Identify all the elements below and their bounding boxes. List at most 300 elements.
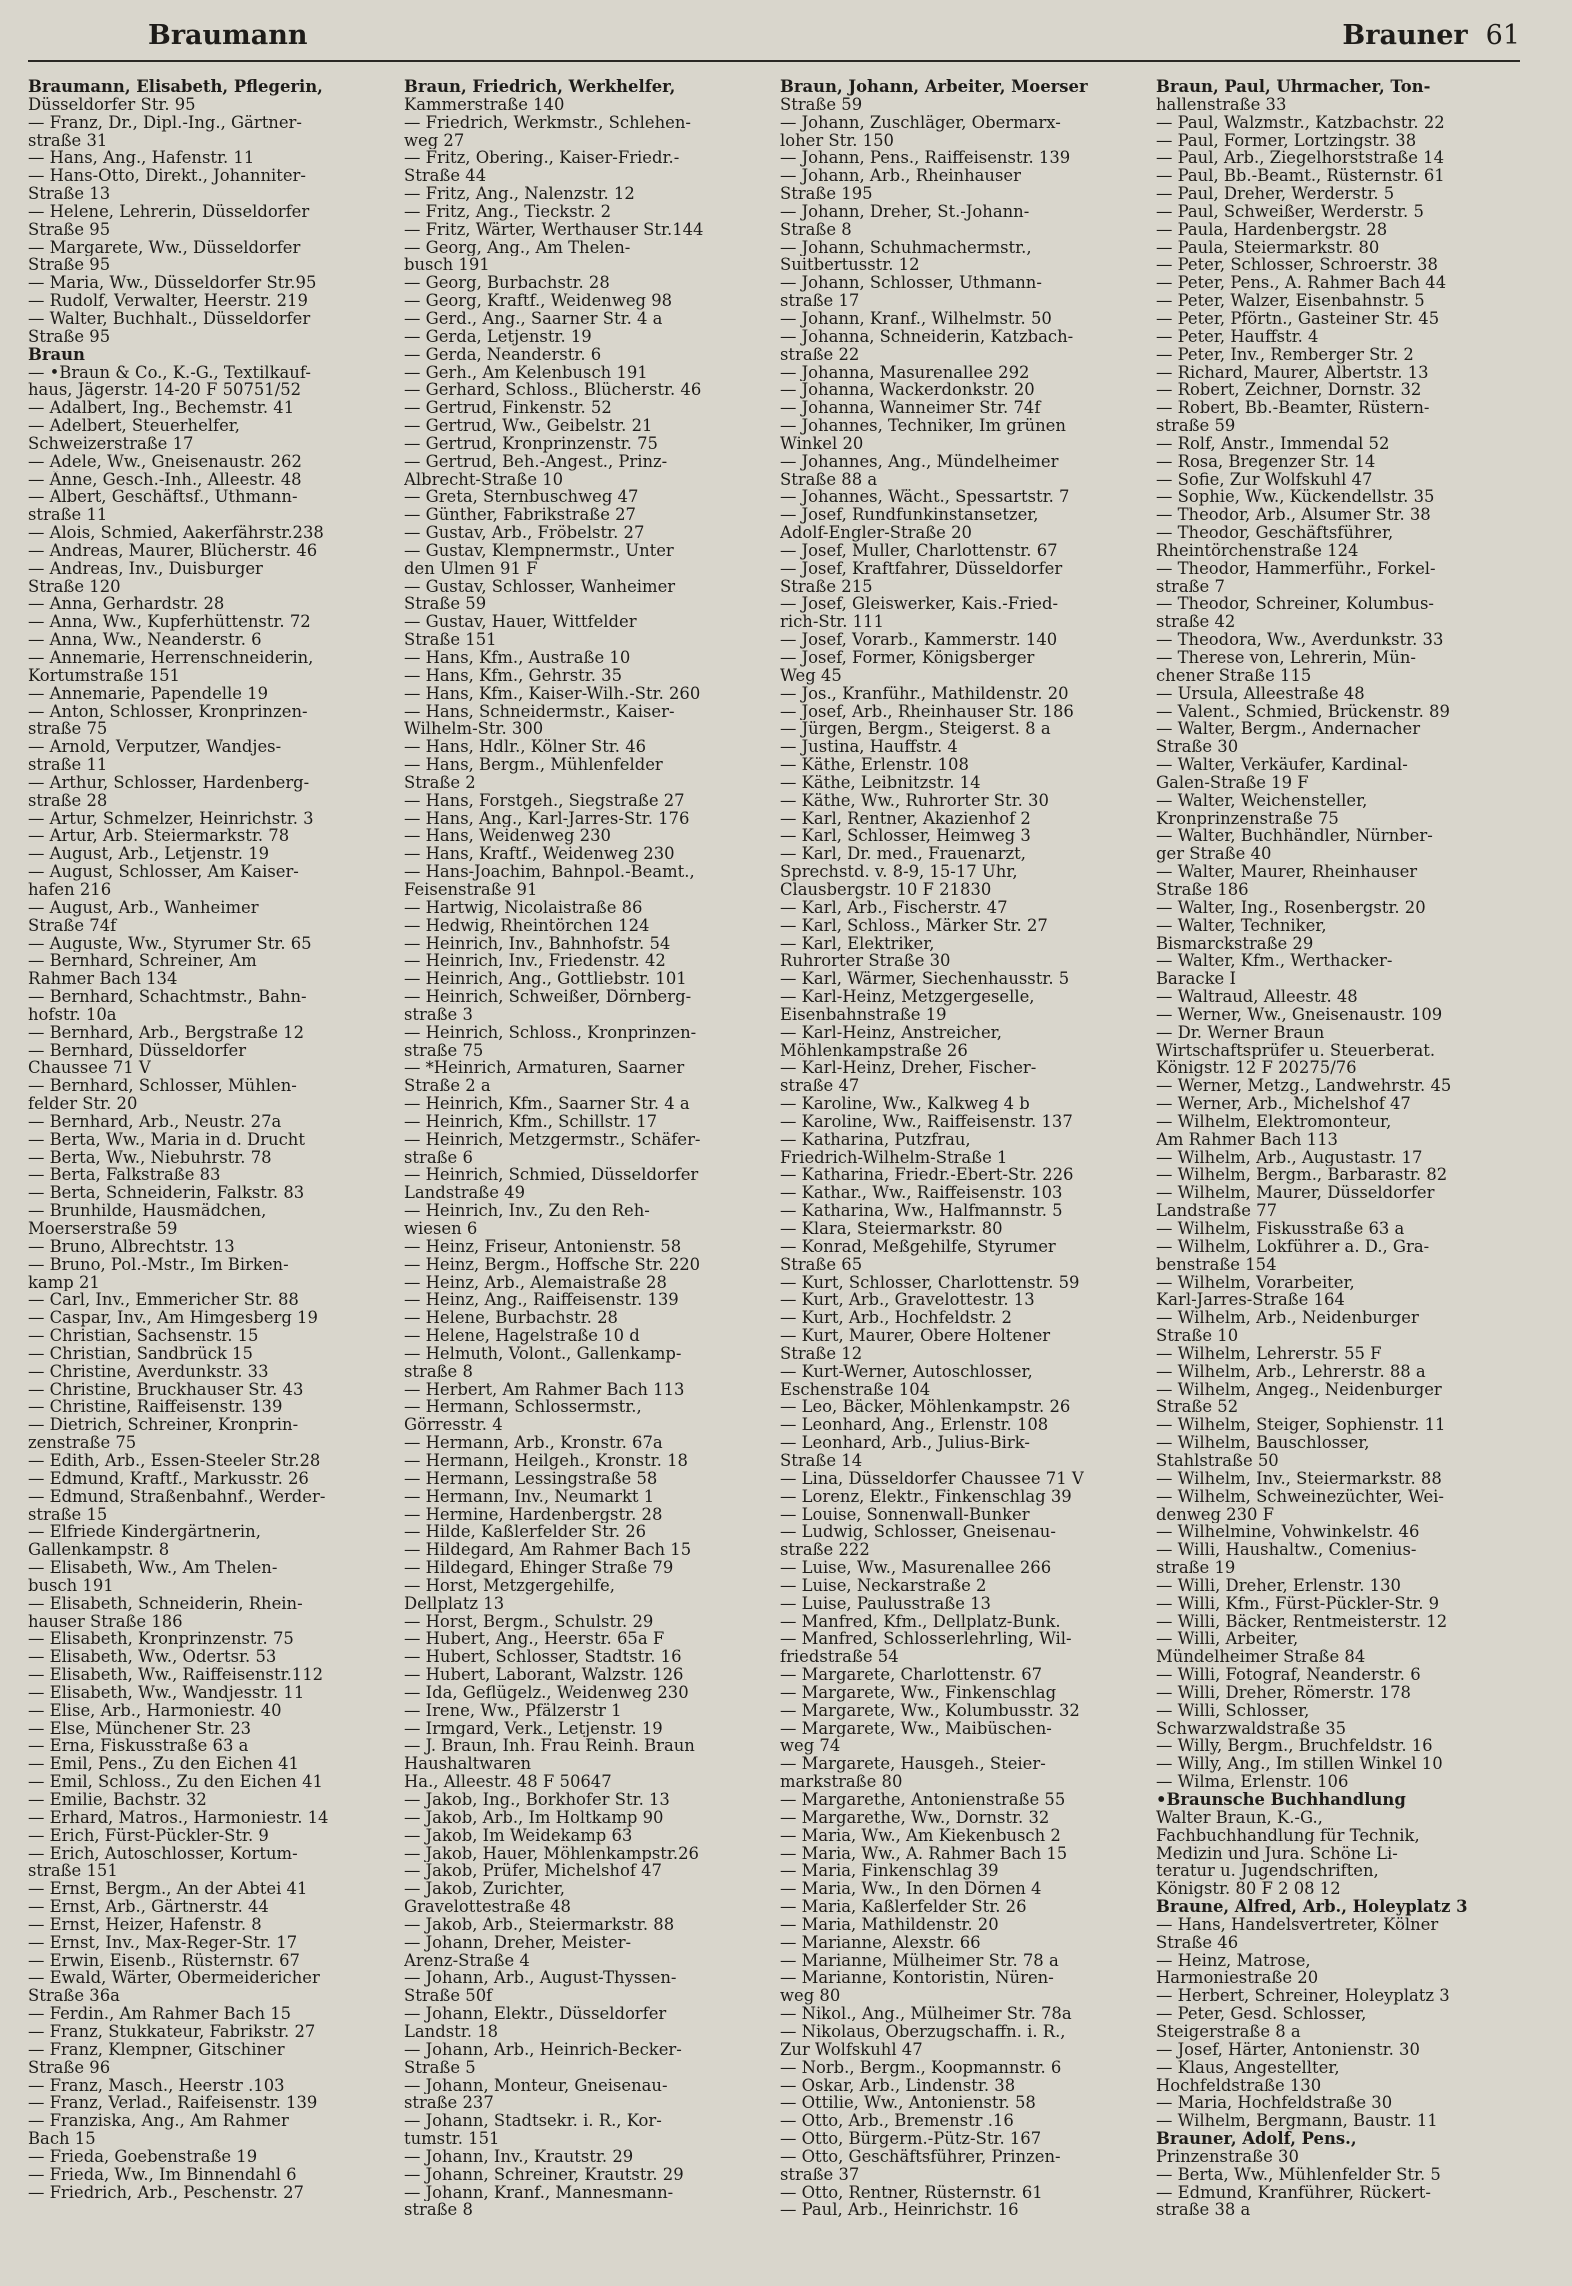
entry-line: markstraße 80 — [780, 1773, 903, 1791]
entry-line: — Gustav, Arb., Fröbelstr. 27 — [404, 524, 645, 542]
entry-line: — Maria, Ww., Am Kiekenbusch 2 — [780, 1826, 1061, 1845]
entry-line: — Erna, Fiskusstraße 63 a — [28, 1737, 249, 1756]
entry-line: Brauner, Adolf, Pens., — [1156, 2130, 1357, 2148]
entry-line: Braumann, Elisabeth, Pflegerin, — [28, 78, 323, 96]
entry-line: — Karl, Schlosser, Heimweg 3 — [780, 827, 1031, 846]
entry-line: — Georg, Ang., Am Thelen- — [404, 238, 631, 257]
entry-line: — Jakob, Arb., Im Holtkamp 90 — [404, 1808, 664, 1827]
entry-line: — Wilhelm, Lehrerstr. 55 F — [1156, 1344, 1382, 1363]
entry-line: — Therese von, Lehrerin, Mün- — [1156, 649, 1416, 667]
entry-line: — Georg, Burbachstr. 28 — [404, 274, 610, 293]
entry-line: — Sofie, Zur Wolfskuhl 47 — [1156, 470, 1373, 489]
entry-line: — Johann, Kranf., Wilhelmstr. 50 — [780, 309, 1052, 328]
entry-line: — Maria, Ww., A. Rahmer Bach 15 — [780, 1844, 1068, 1863]
entry-line: — Käthe, Leibnitzstr. 14 — [780, 773, 981, 792]
entry-line: — Robert, Bb.-Beamter, Rüstern- — [1156, 399, 1430, 418]
entry-line: Feisenstraße 91 — [404, 880, 538, 899]
entry-line: — Hermann, Heilgeh., Kronstr. 18 — [404, 1451, 688, 1470]
entry-line: chener Straße 115 — [1156, 666, 1312, 685]
entry-line: Ha., Alleestr. 48 F 50647 — [404, 1773, 612, 1791]
entry-line: — Hans-Joachim, Bahnpol.-Beamt., — [404, 863, 695, 881]
entry-line: Haushaltwaren — [404, 1755, 532, 1774]
entry-line: — Erich, Autoschlosser, Kortum- — [28, 1844, 298, 1863]
entry-line: — Heinrich, Ang., Gottliebstr. 101 — [404, 970, 687, 989]
entry-line: straße 31 — [28, 131, 108, 150]
entry-line: — Änne, Gesch.-Inh., Alleestr. 48 — [28, 470, 302, 489]
entry-line: — Ludwig, Schlosser, Gneisenau- — [780, 1523, 1056, 1542]
entry-line: Straße 151 — [404, 631, 497, 649]
entry-line: — Johannes, Ang., Mündelheimer — [780, 452, 1059, 471]
entry-line: — Brunhilde, Hausmädchen, — [28, 1202, 267, 1220]
entry-line: — Paul, Walzmstr., Katzbachstr. 22 — [1156, 113, 1445, 132]
entry-line: Möhlenkampstraße 26 — [780, 1041, 968, 1060]
entry-line: — Lina, Düsseldorfer Chaussee 71 V — [780, 1469, 1084, 1488]
entry-line: den Ulmen 91 F — [404, 559, 538, 578]
entry-line: — Fritz, Wärter, Werthauser Str.144 — [404, 220, 704, 239]
entry-line: — Carl, Inv., Emmericher Str. 88 — [28, 1291, 299, 1310]
entry-line: — Edmund, Straßenbahnf., Werder- — [28, 1487, 326, 1506]
entry-line: — Franz, Klempner, Gitschiner — [28, 2040, 285, 2059]
entry-line: teratur u. Jugendschriften, — [1156, 1862, 1379, 1881]
entry-line: Straße 95 — [28, 256, 111, 275]
entry-line: — Wilhelm, Bergmann, Baustr. 11 — [1156, 2112, 1438, 2131]
entry-line: — Johann, Elektr., Düsseldorfer — [404, 2005, 667, 2023]
entry-line: — Kurt, Arb., Hochfeldstr. 2 — [780, 1309, 1012, 1328]
entry-line: — Christian, Sandbrück 15 — [28, 1344, 253, 1363]
entry-line: — Wilhelmine, Vohwinkelstr. 46 — [1156, 1523, 1420, 1542]
entry-line: Landstr. 18 — [404, 2022, 499, 2041]
entry-line: — Willy, Ang., Im stillen Winkel 10 — [1156, 1755, 1443, 1774]
entry-line: — Louise, Sonnenwall-Bunker — [780, 1505, 1030, 1524]
entry-line: — Maria, Kaßlerfelder Str. 26 — [780, 1898, 1027, 1916]
entry-line: wiesen 6 — [404, 1220, 478, 1238]
entry-line: — Georg, Kraftf., Weidenweg 98 — [404, 292, 673, 310]
entry-line: kamp 21 — [28, 1273, 100, 1292]
entry-line: Straße 5 — [404, 2058, 476, 2077]
entry-line: — Katharina, Putzfrau, — [780, 1130, 971, 1149]
entry-line: straße 7 — [1156, 577, 1225, 596]
entry-line: — Theodora, Ww., Averdunkstr. 33 — [1156, 631, 1444, 649]
entry-line: busch 191 — [404, 256, 490, 275]
entry-line: Harmoniestraße 20 — [1156, 1969, 1319, 1988]
entry-line: — Gustav, Klempnermstr., Unter — [404, 541, 674, 560]
entry-line: — Kurt, Arb., Gravelottestr. 13 — [780, 1291, 1035, 1310]
entry-line: Gravelottestraße 48 — [404, 1898, 571, 1916]
entry-line: — Leonhard, Ang., Erlenstr. 108 — [780, 1416, 1049, 1435]
entry-line: — Hans, Schneidermstr., Kaiser- — [404, 702, 675, 721]
entry-line: — Elisabeth, Ww., Wandjesstr. 11 — [28, 1683, 305, 1702]
entry-line: — Jakob, Ing., Borkhofer Str. 13 — [404, 1791, 670, 1809]
entry-line: — Margarete, Charlottenstr. 67 — [780, 1666, 1043, 1684]
entry-line: — Andreas, Maurer, Blücherstr. 46 — [28, 541, 318, 560]
entry-line: — Wilma, Erlenstr. 106 — [1156, 1773, 1349, 1791]
entry-line: — Josef, Arb., Rheinhauser Str. 186 — [780, 702, 1074, 721]
entry-line: — Peter, Pförtn., Gasteiner Str. 45 — [1156, 309, 1440, 328]
entry-line: — Hubert, Ang., Heerstr. 65a F — [404, 1630, 665, 1649]
entry-line: zenstraße 75 — [28, 1434, 137, 1452]
entry-line: — Heinz, Friseur, Antonienstr. 58 — [404, 1237, 682, 1256]
entry-line: hofstr. 10a — [28, 1005, 117, 1024]
entry-line: — Willi, Arbeiter, — [1156, 1630, 1299, 1649]
entry-line: Straße 186 — [1156, 880, 1249, 899]
entry-line: — •Braun & Co., K.-G., Textilkauf- — [28, 363, 311, 382]
entry-line: Straße 88 a — [780, 470, 878, 489]
entry-line: straße 151 — [28, 1862, 118, 1881]
entry-line: weg 80 — [780, 1987, 841, 2006]
entry-line: — Wilhelm, Steiger, Sophienstr. 11 — [1156, 1416, 1446, 1435]
entry-line: — Marianne, Alexstr. 66 — [780, 1933, 981, 1952]
entry-line: — Elfriede Kindergärtnerin, — [28, 1523, 261, 1542]
entry-line: — Edmund, Kraftf., Markusstr. 26 — [28, 1469, 309, 1488]
entry-line: Straße 10 — [1156, 1327, 1239, 1345]
entry-line: — Hedwig, Rheintörchen 124 — [404, 916, 650, 935]
entry-line: Straße 95 — [28, 220, 111, 239]
entry-line: — Theodor, Arb., Alsumer Str. 38 — [1156, 506, 1431, 525]
entry-line: — Bernhard, Arb., Bergstraße 12 — [28, 1023, 304, 1042]
entry-line: — Hermann, Inv., Neumarkt 1 — [404, 1487, 655, 1506]
entry-line: — Heinrich, Kfm., Schillstr. 17 — [404, 1112, 658, 1131]
entry-line: — Lorenz, Elektr., Finkenschlag 39 — [780, 1487, 1072, 1506]
entry-line: felder Str. 20 — [28, 1095, 138, 1113]
entry-line: — Gerda, Neanderstr. 6 — [404, 345, 602, 364]
entry-line: straße 11 — [28, 756, 108, 774]
entry-line: — Wilhelm, Vorarbeiter, — [1156, 1273, 1355, 1292]
entry-line: — Paul, Schweißer, Werderstr. 5 — [1156, 202, 1424, 221]
entry-line: — Hans-Otto, Direkt., Johanniter- — [28, 167, 306, 186]
entry-line: — J. Braun, Inh. Frau Reinh. Braun — [404, 1737, 695, 1756]
entry-line: — Karl, Wärmer, Siechenhausstr. 5 — [780, 970, 1070, 989]
entry-line: — Ernst, Inv., Max-Reger-Str. 17 — [28, 1933, 298, 1952]
entry-line: — Otto, Bürgerm.-Pütz-Str. 167 — [780, 2130, 1042, 2148]
entry-line: — Katharina, Ww., Halfmannstr. 5 — [780, 1202, 1063, 1220]
entry-line: — Sophie, Ww., Kückendellstr. 35 — [1156, 488, 1435, 507]
entry-line: — Manfred, Kfm., Dellplatz-Bunk. — [780, 1612, 1061, 1631]
entry-line: — Gerhard, Schloss., Blücherstr. 46 — [404, 381, 702, 400]
entry-line: — Herbert, Am Rahmer Bach 113 — [404, 1380, 685, 1399]
entry-line: — Ida, Geflügelz., Weidenweg 230 — [404, 1683, 689, 1702]
entry-line: Ruhrorter Straße 30 — [780, 952, 951, 971]
entry-line: — Paul, Former, Lortzingstr. 38 — [1156, 131, 1417, 150]
entry-line: — Robert, Zeichner, Dornstr. 32 — [1156, 381, 1422, 400]
entry-line: — Hermann, Arb., Kronstr. 67a — [404, 1434, 663, 1452]
entry-line: — Josef, Vorarb., Kammerstr. 140 — [780, 631, 1058, 649]
entry-line: — Klaus, Angestellter, — [1156, 2058, 1340, 2077]
entry-line: — Johann, Dreher, Meister- — [404, 1933, 632, 1952]
entry-line: — Hans, Weidenweg 230 — [404, 827, 611, 846]
entry-line: — Bernhard, Schlosser, Mühlen- — [28, 1077, 297, 1096]
entry-line: — Anna, Gerhardstr. 28 — [28, 595, 225, 614]
entry-line: — Justina, Hauffstr. 4 — [780, 738, 958, 757]
entry-line: — Gerd., Ang., Saarner Str. 4 a — [404, 309, 663, 328]
entry-line: — Heinz, Ang., Raiffeisenstr. 139 — [404, 1291, 679, 1310]
entry-line: loher Str. 150 — [780, 131, 894, 150]
entry-line: — Josef, Muller, Charlottenstr. 67 — [780, 541, 1058, 560]
entry-line: — Arthur, Schlosser, Hardenberg- — [28, 773, 310, 792]
entry-line: Braun, Paul, Uhrmacher, Ton- — [1156, 78, 1431, 96]
entry-line: straße 37 — [780, 2165, 860, 2184]
entry-line: — Ernst, Arb., Gärtnerstr. 44 — [28, 1898, 269, 1916]
entry-line: — Johanna, Wackerdonkstr. 20 — [780, 381, 1035, 400]
entry-line: Am Rahmer Bach 113 — [1156, 1130, 1338, 1149]
entry-line: — Theodor, Schreiner, Kolumbus- — [1156, 595, 1434, 614]
entry-line: — Ferdin., Am Rahmer Bach 15 — [28, 2005, 292, 2023]
entry-line: Kammerstraße 140 — [404, 95, 565, 114]
entry-line: — Walter, Buchhändler, Nürnber- — [1156, 827, 1433, 846]
entry-line: Baracke I — [1156, 970, 1236, 989]
entry-line: — Heinrich, Metzgermstr., Schäfer- — [404, 1130, 701, 1149]
entry-line: — Luise, Paulusstraße 13 — [780, 1594, 991, 1613]
entry-line: — Hans, Ang., Hafenstr. 11 — [28, 149, 255, 168]
entry-line: weg 27 — [404, 131, 465, 150]
entry-line: — Peter, Hauffstr. 4 — [1156, 327, 1319, 346]
entry-line: — Christine, Raiffeisenstr. 139 — [28, 1398, 283, 1417]
entry-line: — Heinz, Arb., Alemaistraße 28 — [404, 1273, 667, 1292]
entry-line: — Margarete, Hausgeh., Steier- — [780, 1755, 1046, 1774]
entry-line: — Caspar, Inv., Am Himgesberg 19 — [28, 1309, 318, 1328]
entry-line: — Manfred, Schlosserlehrling, Wil- — [780, 1630, 1072, 1649]
entry-line: — Konrad, Meßgehilfe, Styrumer — [780, 1237, 1056, 1256]
entry-line: — Karl-Heinz, Metzgergeselle, — [780, 988, 1035, 1006]
entry-line: — Hermann, Schlossermstr., — [404, 1398, 642, 1417]
entry-line: Moerserstraße 59 — [28, 1220, 178, 1238]
entry-line: — Franz, Dr., Dipl.-Ing., Gärtner- — [28, 113, 302, 132]
entry-line: — Friedrich, Werkmstr., Schlehen- — [404, 113, 691, 132]
entry-line: Karl-Jarres-Straße 164 — [1156, 1291, 1345, 1310]
entry-line: — Andreas, Inv., Duisburger — [28, 559, 263, 578]
entry-line: — Gertrud, Finkenstr. 52 — [404, 399, 612, 418]
entry-line: — Jakob, Arb., Steiermarkstr. 88 — [404, 1915, 675, 1934]
column-2 — [404, 78, 764, 2278]
entry-line: — Rolf, Anstr., Immendal 52 — [1156, 434, 1390, 453]
entry-line: — Elise, Arb., Harmoniestr. 40 — [28, 1701, 282, 1720]
entry-line: — Auguste, Ww., Styrumer Str. 65 — [28, 934, 312, 953]
entry-line: — Johann, Schuhmachermstr., — [780, 238, 1032, 257]
entry-line: — Willi, Dreher, Erlenstr. 130 — [1156, 1576, 1401, 1595]
entry-line: — Karl, Schloss., Märker Str. 27 — [780, 916, 1048, 935]
entry-line: — Bruno, Pol.-Mstr., Im Birken- — [28, 1255, 289, 1274]
entry-line: — Karl, Elektriker, — [780, 934, 935, 953]
entry-line: — Rosa, Bregenzer Str. 14 — [1156, 452, 1376, 471]
entry-line: — Karoline, Ww., Kalkweg 4 b — [780, 1095, 1030, 1113]
entry-line: Friedrich-Wilhelm-Straße 1 — [780, 1148, 1008, 1167]
page-header — [28, 18, 1520, 62]
entry-line: Galen-Straße 19 F — [1156, 773, 1309, 792]
entry-line: straße 75 — [28, 720, 108, 739]
entry-line: Braun — [28, 345, 85, 364]
entry-line: — Wilhelm, Schweinezüchter, Wei- — [1156, 1487, 1444, 1506]
entry-line: — Hubert, Schlosser, Stadtstr. 16 — [404, 1648, 682, 1667]
entry-line: — Paul, Arb., Heinrichstr. 16 — [780, 2201, 1019, 2220]
entry-line: Königstr. 80 F 2 08 12 — [1156, 1880, 1341, 1899]
entry-line: — Karoline, Ww., Raiffeisenstr. 137 — [780, 1112, 1073, 1131]
entry-line: — Franz, Verlad., Raifeisenstr. 139 — [28, 2094, 318, 2113]
entry-line: — Franz, Stukkateur, Fabrikstr. 27 — [28, 2022, 316, 2041]
entry-line: — Wilhelm, Arb., Neidenburger — [1156, 1309, 1419, 1328]
entry-line: Wirtschaftsprüfer u. Steuerberat. — [1156, 1041, 1436, 1060]
entry-line: Suitbertusstr. 12 — [780, 256, 920, 275]
entry-line: — Johann, Arb., Rheinhauser — [780, 167, 1021, 186]
entry-line: — Paula, Hardenbergstr. 28 — [1156, 220, 1388, 239]
entry-line: — Otto, Arb., Bremenstr .16 — [780, 2112, 1014, 2131]
entry-line: — Jürgen, Bergm., Steigerst. 8 a — [780, 720, 1051, 739]
entry-line: Zur Wolfskuhl 47 — [780, 2040, 923, 2059]
entry-line: — Margarete, Ww., Finkenschlag — [780, 1683, 1057, 1702]
entry-line: — Margarete, Ww., Maibüschen- — [780, 1719, 1052, 1738]
entry-line: — Heinrich, Schloss., Kronprinzen- — [404, 1023, 697, 1042]
entry-line: — Johannes, Techniker, Im grünen — [780, 417, 1066, 435]
entry-line: straße 8 — [404, 2201, 473, 2220]
entry-line: — Bernhard, Schreiner, Am — [28, 952, 257, 971]
entry-line: — Walter, Kfm., Werthacker- — [1156, 952, 1393, 971]
entry-line: — Leo, Bäcker, Möhlenkampstr. 26 — [780, 1398, 1071, 1417]
entry-line: — Willi, Bäcker, Rentmeisterstr. 12 — [1156, 1612, 1448, 1631]
entry-line: weg 74 — [780, 1737, 841, 1756]
entry-line: hallenstraße 33 — [1156, 95, 1287, 114]
entry-line: — Adalbert, Ing., Bechemstr. 41 — [28, 399, 295, 418]
entry-line: — Fritz, Ang., Nalenzstr. 12 — [404, 185, 635, 203]
entry-line: — Helene, Lehrerin, Düsseldorfer — [28, 202, 310, 221]
entry-line: — Anna, Ww., Kupferhüttenstr. 72 — [28, 613, 311, 632]
entry-line: — Johann, Arb., Heinrich-Becker- — [404, 2040, 682, 2059]
entry-line: — Günther, Fabrikstraße 27 — [404, 506, 636, 525]
entry-line: — Werner, Ww., Gneisenaustr. 109 — [1156, 1005, 1443, 1024]
entry-line: — Werner, Metzg., Landwehrstr. 45 — [1156, 1077, 1452, 1096]
entry-line: friedstraße 54 — [780, 1648, 899, 1667]
entry-line: — Jakob, Im Weidekamp 63 — [404, 1826, 633, 1845]
entry-line: Straße 12 — [780, 1344, 863, 1363]
entry-line: Straße 36a — [28, 1987, 120, 2006]
entry-line: straße 47 — [780, 1077, 860, 1096]
entry-line: — Bernhard, Schachtmstr., Bahn- — [28, 988, 307, 1006]
entry-line: — Paul, Arb., Ziegelhorststraße 14 — [1156, 149, 1445, 168]
entry-line: denweg 230 F — [1156, 1505, 1275, 1524]
entry-line: — Wilhelm, Lokführer a. D., Gra- — [1156, 1237, 1430, 1256]
entry-line: — Waltraud, Alleestr. 48 — [1156, 988, 1358, 1006]
entry-line: — Hans, Kraftf., Weidenweg 230 — [404, 845, 675, 864]
entry-line: — Edith, Arb., Essen-Steeler Str.28 — [28, 1451, 321, 1470]
entry-line: — Ottilie, Ww., Antonienstr. 58 — [780, 2094, 1036, 2113]
entry-line: Winkel 20 — [780, 434, 864, 453]
entry-line: — Theodor, Hammerführ., Forkel- — [1156, 559, 1436, 578]
entry-line: — Elisabeth, Ww., Raiffeisenstr.112 — [28, 1666, 324, 1684]
entry-line: — Willi, Dreher, Römerstr. 178 — [1156, 1683, 1411, 1702]
entry-line: — Walter, Verkäufer, Kardinal- — [1156, 756, 1408, 774]
entry-line: straße 22 — [780, 345, 860, 364]
entry-line: Kronprinzenstraße 75 — [1156, 809, 1339, 828]
entry-line: — Valent., Schmied, Brückenstr. 89 — [1156, 702, 1450, 721]
entry-line: straße 19 — [1156, 1559, 1236, 1577]
entry-line: — Berta, Schneiderin, Falkstr. 83 — [28, 1184, 305, 1203]
entry-line: — Erhard, Matros., Harmoniestr. 14 — [28, 1808, 329, 1827]
entry-line: — Franziska, Ang., Am Rahmer — [28, 2112, 289, 2131]
entry-line: — Christine, Bruckhauser Str. 43 — [28, 1380, 304, 1399]
entry-line: — Gertrud, Beh.-Angest., Prinz- — [404, 452, 668, 471]
entry-line: straße 15 — [28, 1505, 108, 1524]
entry-line: Wilhelm-Str. 300 — [404, 720, 544, 739]
entry-line: — Theodor, Geschäftsführer, — [1156, 524, 1394, 542]
entry-line: Rahmer Bach 134 — [28, 970, 178, 989]
entry-line: — Johann, Stadtsekr. i. R., Kor- — [404, 2112, 662, 2131]
entry-line: hafen 216 — [28, 880, 112, 899]
entry-line: Straße 215 — [780, 577, 873, 596]
entry-line: — Anna, Ww., Neanderstr. 6 — [28, 631, 262, 649]
entry-line: — Hans, Handelsvertreter, Kölner — [1156, 1915, 1439, 1934]
entry-line: — Annemarie, Herrenschneiderin, — [28, 649, 314, 667]
entry-line: — Helene, Burbachstr. 28 — [404, 1309, 618, 1328]
entry-line: straße 222 — [780, 1541, 870, 1560]
entry-line: — Fritz, Ang., Tieckstr. 2 — [404, 202, 612, 221]
entry-line: Schweizerstraße 17 — [28, 434, 194, 453]
entry-line: — Franz, Masch., Heerstr .103 — [28, 2076, 285, 2095]
entry-line: — Willi, Schlosser, — [1156, 1701, 1310, 1720]
entry-line: — Hartwig, Nicolaistraße 86 — [404, 898, 643, 917]
entry-line: — Hans, Kfm., Kaiser-Wilh.-Str. 260 — [404, 684, 701, 703]
entry-line: — Johann, Inv., Krautstr. 29 — [404, 2147, 634, 2166]
entry-line: — Artur, Schmelzer, Heinrichstr. 3 — [28, 809, 314, 828]
entry-line: — Peter, Schlosser, Schroerstr. 38 — [1156, 256, 1438, 275]
entry-line: Dellplatz 13 — [404, 1594, 505, 1613]
entry-line: Braune, Alfred, Arb., Holeyplatz 3 — [1156, 1898, 1468, 1916]
entry-line: — Elisabeth, Ww., Odertsr. 53 — [28, 1648, 277, 1667]
entry-line: — Karl, Rentner, Akazienhof 2 — [780, 809, 1031, 828]
entry-line: — Berta, Falkstraße 83 — [28, 1166, 221, 1185]
entry-line: — Marianne, Mülheimer Str. 78 a — [780, 1951, 1059, 1970]
entry-line: — Ewald, Wärter, Obermeidericher — [28, 1969, 320, 1988]
entry-line: Chaussee 71 V — [28, 1059, 151, 1078]
entry-line: — Adelbert, Steuerhelfer, — [28, 417, 241, 435]
entry-line: — Ernst, Bergm., An der Abtei 41 — [28, 1880, 308, 1899]
entry-line: — Walter, Maurer, Rheinhauser — [1156, 863, 1418, 881]
entry-line: — Berta, Ww., Mühlenfelder Str. 5 — [1156, 2165, 1441, 2184]
entry-line: — Johann, Schreiner, Krautstr. 29 — [404, 2165, 684, 2184]
entry-line: Clausbergstr. 10 F 21830 — [780, 880, 992, 899]
entry-line: — Dietrich, Schreiner, Kronprin- — [28, 1416, 299, 1435]
entry-line: rich-Str. 111 — [780, 613, 884, 632]
entry-line: Bach 15 — [28, 2130, 96, 2148]
entry-line: — August, Schlosser, Am Kaiser- — [28, 863, 299, 881]
entry-line: Straße 65 — [780, 1255, 863, 1274]
entry-line: Adolf-Engler-Straße 20 — [780, 524, 972, 542]
entry-line: — Karl, Dr. med., Frauenarzt, — [780, 845, 1026, 864]
entry-line: Fachbuchhandlung für Technik, — [1156, 1826, 1420, 1845]
entry-line: Straße 50f — [404, 1987, 493, 2006]
entry-line: •Braunsche Buchhandlung — [1156, 1791, 1406, 1809]
entry-line: — Friedrich, Arb., Peschenstr. 27 — [28, 2183, 304, 2202]
entry-line: — Marianne, Kontoristin, Nüren- — [780, 1969, 1054, 1988]
entry-line: Straße 13 — [28, 185, 111, 203]
entry-line: — Maria, Hochfeldstraße 30 — [1156, 2094, 1393, 2113]
entry-line: — Käthe, Ww., Ruhrorter Str. 30 — [780, 791, 1049, 810]
entry-line: straße 38 a — [1156, 2201, 1251, 2220]
entry-line: — Bruno, Albrechtstr. 13 — [28, 1237, 235, 1256]
entry-line: — Hubert, Laborant, Walzstr. 126 — [404, 1666, 684, 1684]
entry-line: — Karl-Heinz, Anstreicher, — [780, 1023, 1002, 1042]
entry-line: straße 8 — [404, 1362, 473, 1381]
entry-line: — Walter, Buchhalt., Düsseldorfer — [28, 309, 311, 328]
entry-line: Kortumstraße 151 — [28, 666, 180, 685]
entry-line: — Johanna, Masurenallee 292 — [780, 363, 1030, 382]
entry-line: — Greta, Sternbuschweg 47 — [404, 488, 639, 507]
entry-line: — Wilhelm, Arb., Lehrerstr. 88 a — [1156, 1362, 1426, 1381]
entry-line: — Walter, Bergm., Andernacher — [1156, 720, 1421, 739]
entry-line: Straße 59 — [404, 595, 487, 614]
entry-line: — Wilhelm, Elektromonteur, — [1156, 1112, 1392, 1131]
columns — [28, 78, 1526, 2278]
entry-line: — Annemarie, Papendelle 19 — [28, 684, 269, 703]
entry-line: — Heinz, Bergm., Hoffsche Str. 220 — [404, 1255, 701, 1274]
entry-line: Stahlstraße 50 — [1156, 1451, 1279, 1470]
entry-line: straße 75 — [404, 1041, 484, 1060]
